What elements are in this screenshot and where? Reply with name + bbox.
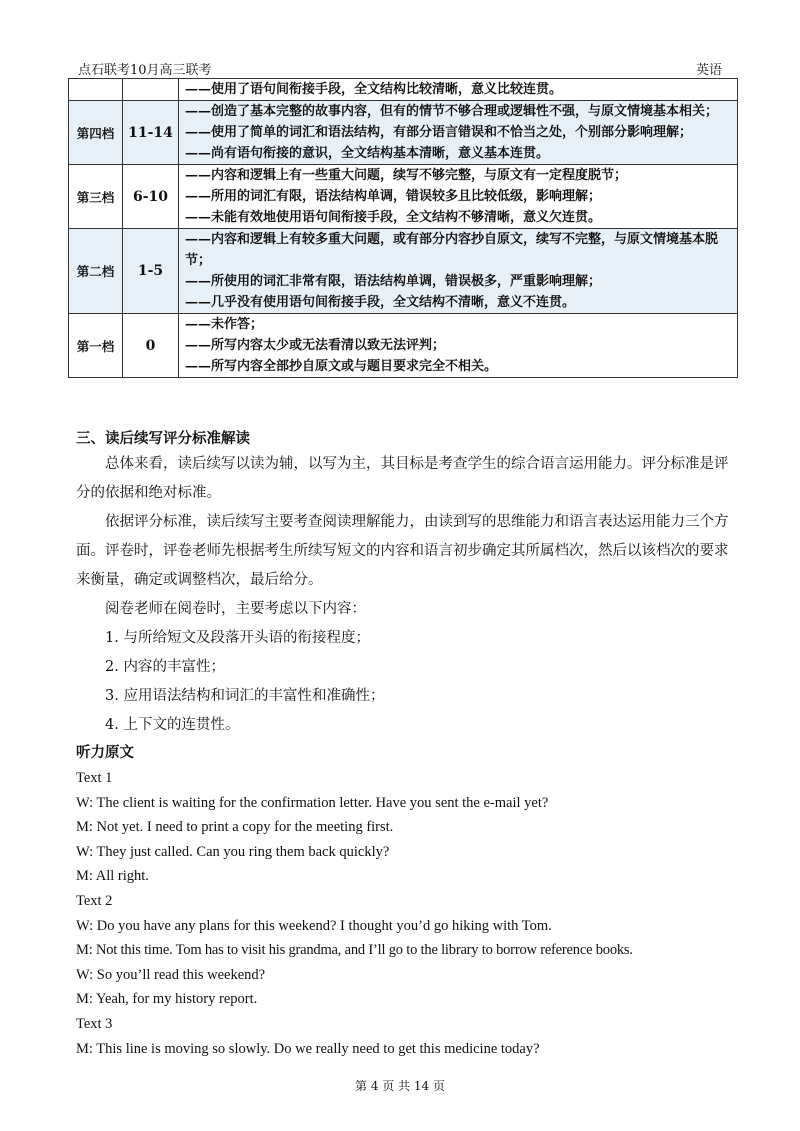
criterion-line: ——使用了简单的词汇和语法结构，有部分语言错误和不恰当之处，个别部分影响理解；	[185, 125, 693, 140]
paragraph: 阅卷老师在阅卷时，主要考虑以下内容：	[105, 601, 366, 617]
page-number: 第 4 页 共 14 页	[355, 1079, 445, 1093]
criterion-line: ——所使用的词汇非常有限，语法结构单调，错误极多，严重影响理解；	[185, 274, 602, 289]
grade-cell: 第四档	[69, 101, 123, 165]
criterion-line: ——未能有效地使用语句间衔接手段，全文结构不够清晰，意义欠连贯。	[185, 210, 602, 225]
criterion-line: ——尚有语句衔接的意识，全文结构基本清晰，意义基本连贯。	[185, 146, 550, 161]
list-item: 2. 内容的丰富性；	[105, 659, 225, 675]
description-cell	[179, 79, 738, 101]
transcript-line: M: Yeah, for my history report.	[76, 991, 258, 1008]
criterion-line: ——使用了语句间衔接手段，全文结构比较清晰，意义比较连贯。	[185, 82, 563, 97]
criterion-line: ——所用的词汇有限，语法结构单调，错误较多且比较低级，影响理解；	[185, 189, 602, 204]
transcript-line: W: They just called. Can you ring them back quickly?	[76, 843, 390, 860]
page-header	[76, 58, 724, 79]
transcript-line: M: All right.	[76, 868, 149, 885]
score-cell: 6-10	[123, 165, 179, 229]
transcript-line: Text 3	[76, 1015, 113, 1032]
grade-cell: 第一档	[69, 314, 123, 378]
table-row	[69, 79, 738, 101]
description-cell	[179, 314, 738, 378]
description-cell	[179, 101, 738, 165]
criterion-line: ——创造了基本完整的故事内容，但有的情节不够合理或逻辑性不强，与原文情境基本相关；	[185, 104, 719, 119]
score-cell	[123, 79, 179, 101]
table-row	[69, 314, 738, 378]
list-item: 1. 与所给短文及段落开头语的衔接程度；	[105, 630, 370, 646]
criterion-line: ——几乎没有使用语句间衔接手段，全文结构不清晰，意义不连贯。	[185, 295, 576, 310]
transcript-line: W: The client is waiting for the confirmation letter. Have you sent the e-mail yet?	[76, 794, 549, 811]
score-cell: 1-5	[123, 229, 179, 314]
transcript-line: Text 2	[76, 892, 113, 909]
subject-label: 英语	[695, 63, 722, 78]
score-cell: 11-14	[123, 101, 179, 165]
criterion-line: ——所写内容太少或无法看清以致无法评判；	[185, 338, 446, 353]
scoring-rubric-table	[68, 78, 738, 378]
grade-cell	[69, 79, 123, 101]
criterion-line: ——内容和逻辑上有一些重大问题，续写不够完整，与原文有一定程度脱节；	[185, 168, 628, 183]
section-heading: 三、读后续写评分标准解读	[76, 430, 250, 447]
grade-cell: 第三档	[69, 165, 123, 229]
transcript-line: W: Do you have any plans for this weekend? I thought you’d go hiking with Tom.	[76, 917, 552, 934]
page-body	[76, 428, 730, 1061]
description-cell	[179, 229, 738, 314]
criterion-line: ——未作答；	[185, 317, 264, 332]
paragraph: 总体来看，读后续写以读为辅，以写为主，其目标是考查学生的综合语言运用能力。评分标准是评分的依据和绝对标准。	[76, 456, 729, 501]
listening-heading: 听力原文	[76, 744, 134, 761]
score-cell: 0	[123, 314, 179, 378]
table-row	[69, 165, 738, 229]
transcript-line: M: This line is moving so slowly. Do we really need to get this medicine today?	[76, 1040, 540, 1057]
transcript-line: M: Not this time. Tom has to visit his grandma, and I’ll go to the library to borrow reference books.	[76, 942, 633, 959]
transcript-line: M: Not yet. I need to print a copy for the meeting first.	[76, 819, 394, 836]
grade-cell: 第二档	[69, 229, 123, 314]
list-item: 3. 应用语法结构和词汇的丰富性和准确性；	[105, 688, 385, 704]
list-item: 4. 上下文的连贯性。	[105, 717, 240, 733]
description-cell	[179, 165, 738, 229]
transcript-line: Text 1	[76, 770, 113, 786]
criterion-line: ——内容和逻辑上有较多重大问题，或有部分内容抄自原文，续写不完整，与原文情境基本脱节；	[185, 232, 719, 268]
table-row	[69, 101, 738, 165]
criterion-line: ——所写内容全部抄自原文或与题目要求完全不相关。	[185, 359, 498, 374]
paragraph: 依据评分标准，读后续写主要考查阅读理解能力，由读到写的思维能力和语言表达运用能力三个方面。评卷时，评卷老师先根据考生所续写短文的内容和语言初步确定其所属档次，然后以该档次的要求来衡量，确定或调整档次，最后给分。	[76, 514, 729, 588]
exam-title: 点石联考10月高三联考	[78, 63, 212, 78]
table-row	[69, 229, 738, 314]
transcript-line: W: So you’ll read this weekend?	[76, 966, 266, 983]
